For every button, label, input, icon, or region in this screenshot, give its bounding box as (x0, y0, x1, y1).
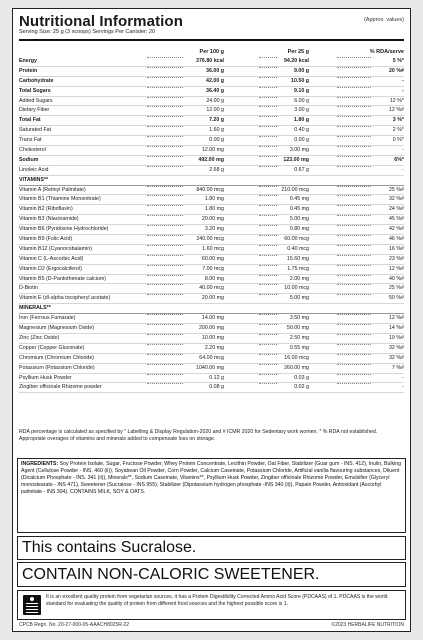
value-per25: 3.00 mg (289, 147, 309, 154)
nutrient-name: Vitamin A (Retinyl Palmitate) (19, 186, 86, 193)
dot-leader (259, 245, 277, 246)
dot-leader (259, 67, 277, 68)
ingredients-text: Soy Protein Isolate, Sugar, Fructose Powder, Whey Protein Concentrate, Lecithin Powder, Oat Fiber, Stabilizer (Guar gum - INS. 412), Inulin, Bulking Agent (Cellulose Powder - INS. 460 (ii)), Soyabean Oil Powder, Corn Powder, Calcium Caseinate, Potassium Chloride, Artificial vanilla flavouring substances, Diluent (Dicalcium Phosphate - INS. 341 (ii)), Minerals**, Sodium Caseinate, Vitamins**, Psyllium Husk Powder, Zingiber officinale Rhizome Powder, Emulsifier (Glyceryl monostearate - INS 471), Sweetener (Sucralose - INS 955), Stabilizer (Dipotassium hydrogen phosphate -INS 340 (ii)), Papain Powder, Antioxidant (Ascorbyl palmitate - INS 304). CONTAINS MILK, SOY & OATS. (21, 461, 402, 495)
nutrient-name: Vitamin B1 (Thiamine Mononitrate) (19, 196, 101, 203)
nutrition-header (19, 13, 404, 39)
dot-leader (147, 126, 183, 127)
dot-leader (259, 166, 277, 167)
dot-leader (259, 324, 277, 325)
value-per100: 64.00 mcg (199, 354, 224, 361)
dot-leader (259, 87, 277, 88)
dot-leader (259, 97, 277, 98)
value-per25: 2.00 mg (289, 275, 309, 282)
sweetener-notice: CONTAIN NON-CALORIC SWEETENER. (17, 562, 406, 587)
value-per100: 7.00 mcg (202, 265, 224, 272)
value-per100: 1.80 mg (204, 206, 224, 213)
value-per25: 16.00 mcg (284, 354, 309, 361)
value-rda: 12 %# (388, 315, 404, 322)
dot-leader (259, 275, 277, 276)
nutrient-row (19, 106, 404, 116)
dot-leader (147, 344, 183, 345)
nutrient-row (19, 87, 404, 97)
nutrient-row (19, 235, 404, 245)
col-per25: Per 25 g (287, 49, 309, 55)
dot-leader (259, 215, 277, 216)
nutrient-row (19, 354, 404, 364)
dot-leader (337, 116, 371, 117)
dot-leader (259, 136, 277, 137)
value-per100: 42.00 g (206, 77, 224, 84)
dot-leader (259, 195, 277, 196)
nutrient-row (19, 265, 404, 275)
value-per25: 0.00 g (294, 137, 309, 144)
value-per25: 0.80 mg (289, 226, 309, 233)
nutrient-row (19, 364, 404, 374)
value-per100: 12.00 mg (201, 147, 224, 154)
dot-leader (337, 364, 371, 365)
dot-leader (259, 383, 277, 384)
dot-leader (259, 314, 277, 315)
value-per25: 2.50 mg (289, 334, 309, 341)
nutrient-name: Protein (19, 67, 38, 74)
dot-leader (147, 87, 183, 88)
value-per100: 7.20 g (208, 117, 224, 124)
dot-leader (147, 245, 183, 246)
dot-leader (337, 67, 371, 68)
nutrient-name: VITAMINS** (19, 176, 49, 183)
value-rda: - (402, 147, 404, 154)
nutrient-row (19, 195, 404, 205)
rda-footnote: RDA percentage is calculated as specified by " Labelling & Display Regulation-2020 and # ICMR 2020 for Sedentary work women. * % RDA not established. Appropriate overages of vitamins and minerals added to compensate loss on storage. (19, 429, 378, 442)
value-per25: 1.75 mcg (287, 265, 309, 272)
nutrient-row (19, 156, 404, 166)
value-per100: 240.00 mcg (196, 236, 224, 243)
dot-leader (259, 186, 277, 187)
dot-leader (147, 146, 183, 147)
value-per25: 0.55 mg (289, 344, 309, 351)
value-per25: 260.00 mg (283, 364, 309, 371)
col-rda: % RDA/serve (369, 49, 404, 55)
value-rda: - (402, 384, 404, 391)
nutrient-row (19, 146, 404, 156)
value-per100: 0.08 g (209, 384, 224, 391)
dot-leader (147, 205, 183, 206)
value-per25: 10.00 mcg (284, 285, 309, 292)
nutrient-name: Total Fat (19, 117, 41, 124)
dot-leader (337, 136, 371, 137)
dot-leader (259, 364, 277, 365)
dot-leader (147, 67, 183, 68)
nutrient-name: Potassium (Potassium Chloride) (19, 364, 95, 371)
copyright: ©2023 HERBALIFE NUTRITION (331, 622, 404, 628)
dot-leader (147, 354, 183, 355)
value-rda: 5 %* (392, 58, 404, 64)
value-rda: 23 %# (388, 255, 404, 262)
pdcaas-box (17, 590, 406, 620)
nutrient-name: Total Sugars (19, 87, 51, 94)
value-rda: 14 %# (388, 325, 404, 332)
ingredients-box (17, 458, 406, 533)
serving-info: Serving Size: 25 g (3 scoops) Servings Per Canister: 20 (19, 29, 156, 35)
dot-leader (337, 235, 371, 236)
dot-leader (337, 146, 371, 147)
nutrient-row (19, 57, 404, 67)
nutrient-name: Copper (Copper Gluconate) (19, 344, 85, 351)
value-rda: - (402, 166, 404, 173)
value-rda: 25 %# (388, 186, 404, 193)
value-rda: 6%* (394, 156, 404, 163)
dot-leader (337, 156, 371, 157)
value-rda: 50 %# (388, 295, 404, 302)
dot-leader (147, 156, 183, 157)
nutrient-row (19, 245, 404, 255)
nutrient-name: Vitamin B5 (D-Pantothenate calcium) (19, 275, 107, 282)
value-per25: 9.00 g (293, 67, 309, 74)
nutrient-name: Vitamin D2 (Ergocalciferol) (19, 265, 82, 272)
value-per100: 1040.00 mg (196, 364, 224, 371)
value-per25: 210.00 mcg (281, 186, 309, 193)
dot-leader (259, 354, 277, 355)
dot-leader (337, 275, 371, 276)
dot-leader (259, 156, 277, 157)
nutrition-title: Nutritional Information (19, 13, 183, 30)
nutrient-name: Vitamin B6 (Pyridoxine Hydrochloride) (19, 226, 109, 233)
dot-leader (147, 215, 183, 216)
value-rda: - (402, 77, 404, 84)
value-rda: 32 %# (388, 354, 404, 361)
nutrient-name: Added Sugars (19, 97, 53, 104)
value-rda: 45 %# (388, 216, 404, 223)
column-headers (19, 49, 404, 57)
dot-leader (147, 364, 183, 365)
nutrient-name: D-Biotin (19, 285, 38, 292)
dot-leader (337, 126, 371, 127)
value-per25: 94.20 kcal (283, 58, 309, 64)
dot-leader (259, 265, 277, 266)
dot-leader (337, 205, 371, 206)
value-rda: - (402, 374, 404, 381)
value-per100: 1.60 mcg (202, 245, 224, 252)
nutrient-name: Trans Fat (19, 137, 42, 144)
dot-leader (259, 334, 277, 335)
value-per25: 0.45 mg (289, 206, 309, 213)
dot-leader (337, 245, 371, 246)
value-per100: 20.00 mg (201, 295, 224, 302)
dot-leader (147, 265, 183, 266)
value-rda: 32 %# (388, 196, 404, 203)
dot-leader (337, 284, 371, 285)
dot-leader (147, 294, 183, 295)
value-per25: 0.45 mg (289, 196, 309, 203)
dot-leader (337, 354, 371, 355)
value-rda: 12 %# (388, 265, 404, 272)
dot-leader (259, 284, 277, 285)
cpcb-registration: CPCB Regn. No. 20-27-000-05-AAACH8025R-22 (19, 622, 130, 628)
value-per100: 40.00 mcg (199, 285, 224, 292)
dot-leader (259, 146, 277, 147)
dot-leader (259, 116, 277, 117)
value-per100: 8.00 mg (204, 275, 224, 282)
nutrient-row (19, 344, 404, 354)
dot-leader (337, 294, 371, 295)
dot-leader (147, 235, 183, 236)
nutrient-row (19, 166, 404, 176)
nutrient-name: Energy (19, 58, 37, 64)
value-per25: 5.00 mg (289, 295, 309, 302)
dot-leader (147, 97, 183, 98)
dot-leader (259, 126, 277, 127)
nutrient-name: Psyllium Husk Powder (19, 374, 72, 381)
section-heading (19, 176, 404, 186)
dot-leader (147, 116, 183, 117)
nutrient-row (19, 275, 404, 285)
nutrient-row (19, 383, 404, 393)
dot-leader (259, 205, 277, 206)
nutrient-name: Cholesterol (19, 147, 46, 154)
dot-leader (147, 225, 183, 226)
dot-leader (259, 57, 277, 58)
dot-leader (147, 106, 183, 107)
value-per100: 0.12 g (209, 374, 224, 381)
footer (19, 622, 404, 630)
value-rda: 46 %# (388, 236, 404, 243)
value-per100: 376.80 kcal (196, 58, 224, 64)
value-rda: 16 %# (388, 245, 404, 252)
value-per25: 3.00 g (294, 107, 309, 114)
value-per100: 20.00 mg (201, 216, 224, 223)
value-per100: 24.00 g (206, 97, 224, 104)
value-rda: 7 %# (391, 364, 404, 371)
value-rda: 42 %# (388, 226, 404, 233)
dot-leader (259, 235, 277, 236)
dot-leader (147, 255, 183, 256)
value-per100: 0.00 g (209, 137, 224, 144)
dot-leader (147, 77, 183, 78)
pdcaas-text: It is an excellent quality protein from vegetarian sources, it has a Protein Digestibility Corrected Amino Acid Score (PDCAAS) of 1. PDCAAS is the world standard for evaluating the quality of protein from different food sources and the highest possible score is 1. (46, 594, 388, 607)
value-per100: 1.60 g (209, 127, 224, 134)
value-per25: 6.00 g (294, 97, 309, 104)
dot-leader (147, 275, 183, 276)
value-per25: 123.00 mg (283, 156, 309, 163)
nutrient-row (19, 284, 404, 294)
nutrient-name: Vitamin C (L-Ascorbic Acid) (19, 255, 84, 262)
section-heading (19, 304, 404, 314)
value-rda: 20 %# (388, 67, 404, 74)
dot-leader (147, 324, 183, 325)
nutrient-row (19, 255, 404, 265)
sucralose-notice: This contains Sucralose. (17, 536, 406, 560)
dot-leader (337, 77, 371, 78)
value-per25: 0.67 g (294, 166, 309, 173)
nutrient-row (19, 205, 404, 215)
value-per100: 2.20 mg (204, 344, 224, 351)
value-rda: 32 %# (388, 344, 404, 351)
nutrient-row (19, 334, 404, 344)
nutrient-name: Vitamin B2 (Riboflavin) (19, 206, 73, 213)
dot-leader (259, 344, 277, 345)
value-per100: 14.00 mg (201, 315, 224, 322)
value-per100: 10.00 mg (201, 334, 224, 341)
value-per25: 5.00 mg (289, 216, 309, 223)
value-per25: 15.60 mg (286, 255, 309, 262)
value-per25: 0.40 g (294, 127, 309, 134)
value-per25: 1.80 g (293, 117, 309, 124)
dot-leader (337, 324, 371, 325)
value-rda: 2 %* (392, 127, 404, 134)
value-rda: 40 %# (388, 275, 404, 282)
value-per25: 0.40 mcg (287, 245, 309, 252)
dot-leader (259, 77, 277, 78)
dot-leader (337, 106, 371, 107)
nutrient-table (19, 57, 404, 393)
dot-leader (259, 255, 277, 256)
dot-leader (337, 225, 371, 226)
dot-leader (147, 136, 183, 137)
value-rda: 3 %* (392, 117, 404, 124)
value-per100: 492.00 mg (198, 156, 224, 163)
nutrient-row (19, 77, 404, 87)
nutrient-name: Vitamin E (dl-alpha tocopheryl acetate) (19, 295, 111, 302)
value-per100: 3.20 mg (204, 226, 224, 233)
nutrient-row (19, 136, 404, 146)
nutrient-row (19, 225, 404, 235)
nutrient-row (19, 215, 404, 225)
value-per25: 3.50 mg (289, 315, 309, 322)
value-per100: 12.00 g (206, 107, 224, 114)
nutrient-row (19, 374, 404, 384)
nutrient-name: Magnesium (Magnesium Oxide) (19, 325, 95, 332)
nutrient-row (19, 67, 404, 77)
nutrient-name: Sodium (19, 156, 39, 163)
dot-leader (147, 314, 183, 315)
nutrient-row (19, 294, 404, 304)
dot-leader (259, 225, 277, 226)
dot-leader (337, 97, 371, 98)
value-per25: 50.00 mg (286, 325, 309, 332)
dot-leader (147, 284, 183, 285)
divider (19, 39, 404, 41)
nutrient-name: Chromium (Chromium Chloride) (19, 354, 95, 361)
value-per100: 36.40 g (206, 87, 224, 94)
nutrient-name: Vitamin B9 (Folic Acid) (19, 236, 73, 243)
dot-leader (337, 334, 371, 335)
nutrient-name: Carbohydrate (19, 77, 54, 84)
value-per100: 60.00 mg (201, 255, 224, 262)
value-rda: 12 %# (388, 107, 404, 114)
nutrient-row (19, 324, 404, 334)
nutrient-row (19, 186, 404, 196)
value-per100: 200.00 mg (198, 325, 224, 332)
dot-leader (147, 334, 183, 335)
protein-quality-icon (23, 595, 41, 615)
dot-leader (337, 344, 371, 345)
value-per25: 60.00 mcg (284, 236, 309, 243)
nutrition-label (12, 8, 411, 632)
nutrient-name: MINERALS** (19, 305, 51, 312)
dot-leader (337, 166, 371, 167)
dot-leader (259, 374, 277, 375)
value-per25: 0.03 g (294, 374, 309, 381)
dot-leader (259, 294, 277, 295)
nutrient-name: Linoleic Acid (19, 166, 49, 173)
value-rda: 0 %* (392, 137, 404, 144)
dot-leader (337, 186, 371, 187)
value-rda: - (402, 87, 404, 94)
dot-leader (337, 57, 371, 58)
dot-leader (337, 374, 371, 375)
nutrient-row (19, 97, 404, 107)
dot-leader (147, 383, 183, 384)
dot-leader (147, 166, 183, 167)
nutrient-name: Saturated Fat (19, 127, 52, 134)
dot-leader (147, 374, 183, 375)
nutrient-name: Zingiber officinale Rhizome powder (19, 384, 102, 391)
value-rda: 12 %* (389, 97, 404, 104)
nutrient-name: Zinc (Zinc Oxide) (19, 334, 60, 341)
col-per100: Per 100 g (199, 49, 224, 55)
value-per25: 9.10 g (293, 87, 309, 94)
dot-leader (147, 195, 183, 196)
nutrient-row (19, 126, 404, 136)
nutrient-name: Vitamin B12 (Cyanocobalamin) (19, 245, 92, 252)
value-rda: 24 %# (388, 206, 404, 213)
dot-leader (337, 383, 371, 384)
ingredients-label: INGREDIENTS: (21, 461, 59, 467)
dot-leader (337, 314, 371, 315)
value-rda: 19 %# (388, 334, 404, 341)
value-per100: 36.00 g (206, 67, 224, 74)
nutrient-name: Dietary Fiber (19, 107, 50, 114)
dot-leader (337, 215, 371, 216)
dot-leader (337, 265, 371, 266)
dot-leader (337, 87, 371, 88)
dot-leader (147, 186, 183, 187)
approx-values-note: (Approx. values) (363, 17, 404, 23)
value-per100: 840.00 mcg (196, 186, 224, 193)
value-per25: 0.02 g (294, 384, 309, 391)
nutrient-name: Iron (Ferrous Fumarate) (19, 315, 76, 322)
nutrient-row (19, 116, 404, 126)
nutrient-name: Vitamin B3 (Niacinamide) (19, 216, 79, 223)
value-rda: 25 %# (388, 285, 404, 292)
dot-leader (147, 57, 183, 58)
dot-leader (259, 106, 277, 107)
value-per25: 10.50 g (291, 77, 309, 84)
dot-leader (337, 195, 371, 196)
value-per100: 1.80 mg (204, 196, 224, 203)
dot-leader (337, 255, 371, 256)
nutrient-row (19, 314, 404, 324)
value-per100: 2.68 g (209, 166, 224, 173)
